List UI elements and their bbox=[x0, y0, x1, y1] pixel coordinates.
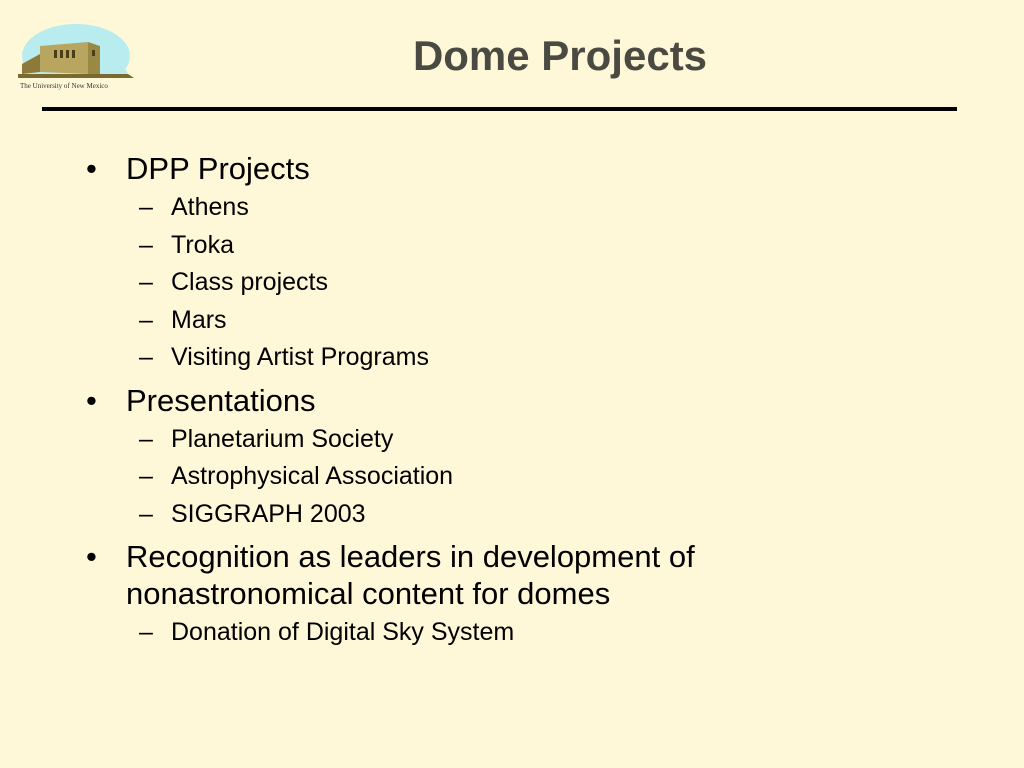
sub-item-text: Astrophysical Association bbox=[171, 462, 454, 490]
sub-item bbox=[86, 339, 866, 377]
logo-image-icon bbox=[18, 16, 138, 86]
sub-list bbox=[86, 189, 866, 377]
sub-item-text: Troka bbox=[171, 230, 234, 259]
bullet-icon: • bbox=[86, 539, 97, 574]
dash-icon: – bbox=[139, 499, 153, 528]
logo-caption: The University of New Mexico bbox=[20, 82, 108, 90]
sub-item-text: Donation of Digital Sky System bbox=[171, 618, 515, 646]
sub-item bbox=[86, 227, 866, 265]
dash-icon: – bbox=[139, 618, 153, 646]
dash-icon: – bbox=[139, 343, 153, 371]
bullet-text: Recognition as leaders in development of nonastronomical content for domes bbox=[126, 539, 695, 611]
bullet-text: DPP Projects bbox=[126, 151, 310, 186]
sub-item-text: Planetarium Society bbox=[171, 424, 394, 453]
sub-item-text: Class projects bbox=[171, 268, 328, 296]
title-divider bbox=[42, 107, 957, 111]
dash-icon: – bbox=[139, 424, 153, 453]
dash-icon: – bbox=[139, 230, 153, 259]
sub-item-text: Visiting Artist Programs bbox=[171, 343, 429, 371]
sub-item bbox=[86, 614, 866, 652]
slide-body bbox=[86, 150, 866, 657]
sub-item bbox=[86, 496, 866, 534]
sub-item-text: SIGGRAPH 2003 bbox=[171, 499, 366, 528]
bullet-icon: • bbox=[86, 382, 97, 418]
sub-item bbox=[86, 189, 866, 227]
sub-list bbox=[86, 614, 866, 652]
sub-item bbox=[86, 421, 866, 459]
dash-icon: – bbox=[139, 268, 153, 296]
bullet-text: Presentations bbox=[126, 382, 316, 418]
sub-item bbox=[86, 302, 866, 340]
sub-list bbox=[86, 421, 866, 534]
slide-title: Dome Projects bbox=[412, 32, 708, 79]
dash-icon: – bbox=[139, 462, 153, 490]
sub-item-text: Athens bbox=[171, 193, 249, 221]
dash-icon: – bbox=[139, 193, 153, 221]
university-logo bbox=[18, 16, 138, 96]
bullet-item bbox=[86, 382, 866, 534]
dash-icon: – bbox=[139, 305, 153, 334]
sub-item bbox=[86, 458, 866, 496]
sub-item bbox=[86, 264, 866, 302]
bullet-item bbox=[86, 538, 866, 652]
bullet-icon: • bbox=[86, 151, 97, 186]
bullet-item bbox=[86, 150, 866, 377]
sub-item-text: Mars bbox=[171, 305, 227, 334]
